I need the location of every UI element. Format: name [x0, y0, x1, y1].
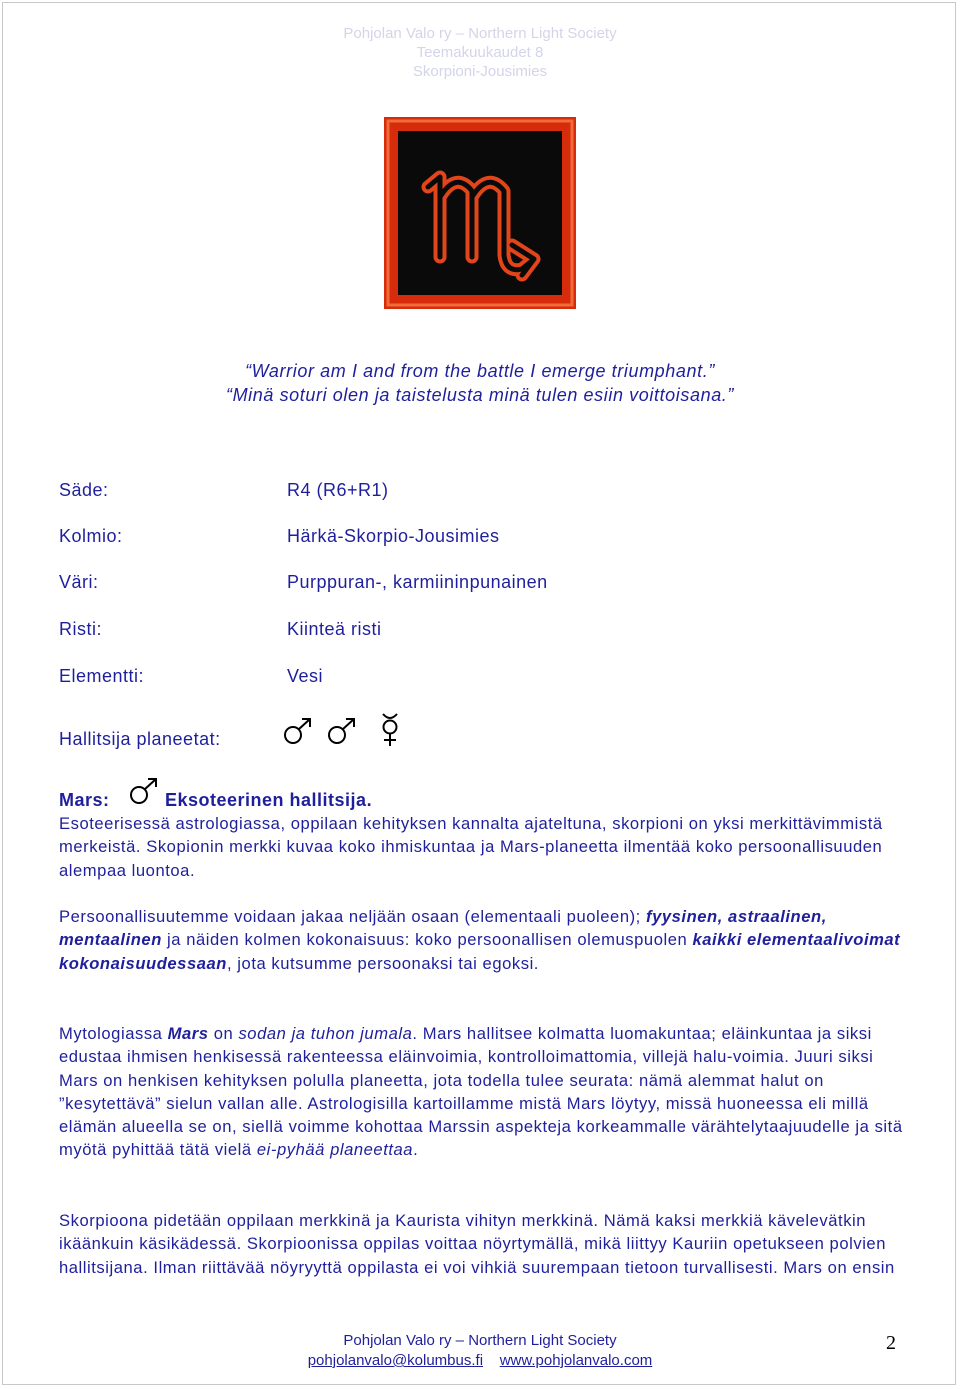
attribute-value-cross: Kiinteä risti [287, 619, 382, 639]
attribute-label-triangle: Kolmio: [59, 526, 123, 546]
p3-text-c: on [208, 1024, 239, 1043]
ruling-planets-label: Hallitsija planeetat: [59, 729, 221, 749]
footer-website-link[interactable]: www.pohjolanvalo.com [499, 1352, 653, 1369]
p3-text-g: . [413, 1140, 419, 1160]
p3-emphasis-god: sodan ja tuhon jumala [238, 1024, 413, 1043]
attribute-value-triangle: Härkä-Skorpio-Jousimies [287, 526, 500, 546]
p3-text-a: Mytologiassa [59, 1024, 168, 1043]
p2-text-a: Persoonallisuutemme voidaan jakaa neljään osaan (elementaali puoleen); [59, 907, 646, 926]
mythology-paragraph [59, 1022, 909, 1162]
p3-emphasis-mars: Mars [167, 1024, 209, 1043]
attribute-label-element: Elementti: [59, 666, 145, 686]
mars-symbol-icon [282, 716, 314, 746]
attribute-value-element: Vesi [287, 666, 324, 686]
quote-english: “Warrior am I and from the battle I emerge triumphant.” [245, 361, 715, 381]
attribute-label-cross: Risti: [59, 619, 102, 639]
footer-email-link[interactable]: pohjolanvalo@kolumbus.fi [307, 1352, 484, 1369]
scorpio-glyph-icon [384, 117, 576, 309]
p3-text-e: . Mars hallitsee kolmatta luomakuntaa; eläinkuntaa ja siksi edustaa ihmisen henkisessä rakenteessa eläinvoimia, kontrolloimattomia, villejä halu-voimia. Juuri siksi Mars on henkisen kehityksen polulla planeetta, jota todella tulee seurata: nämä alemmat halut on ”kesytettävä” sielun vallan alle. Astrologisilla kartoillamme mistä Mars löytyy, missä huoneessa eli millä elämän alueella se on, siellä voimme kohottaa Marssin aspekteja korkeammalle värähtelytaajuudelle ja sitä myötä pyhittää tätä vielä [59, 1024, 903, 1160]
personality-paragraph [59, 905, 909, 975]
header-topic: Skorpioni-Jousimies [412, 63, 548, 80]
p2-emphasis-forces: kaikki elementaalivoimat kokonaisuudessaan [59, 930, 901, 973]
header-org: Pohjolan Valo ry – Northern Light Society [343, 25, 617, 42]
mars-label: Mars: [59, 790, 110, 810]
p3-emphasis-planet: ei-pyhää planeettaa [256, 1140, 414, 1160]
p2-text-e: , jota kutsumme persoonaksi tai egoksi. [226, 953, 539, 973]
mars-heading: Eksoteerinen hallitsija. [165, 790, 373, 810]
p2-text-c: ja näiden kolmen kokonaisuus: koko persoonallisen olemuspuolen [161, 930, 693, 950]
mars-paragraph: Esoteerisessä astrologiassa, oppilaan kehityksen kannalta ajateltuna, skorpioni on yksi merkittävimmistä merkeistä. Skopionin merkki kuvaa koko ihmiskuntaa ja Mars-planeetta ilmentää koko persoonallisuuden alempaa luontoa. [59, 814, 883, 880]
attribute-label-color: Väri: [59, 572, 99, 592]
attribute-value-ray: R4 (R6+R1) [287, 480, 389, 500]
header-series: Teemakuukaudet 8 [416, 44, 544, 61]
attribute-label-ray: Säde: [59, 480, 109, 500]
scorpio-paragraph: Skorpioona pidetään oppilaan merkkinä ja Kaurista vihityn merkkinä. Nämä kaksi merkkiä kävelevätkin ikäänkuin käsikädessä. Skorpioonissa oppilas voittaa nöyrtymällä, mikä liittyy Kauriin opetukseen polvien hallitsijana. Ilman riittävää nöyryyttä oppilasta ei voi vihkiä suurempaan tietoon turvallisesti. Mars on ensin [59, 1211, 895, 1277]
mars-symbol-icon [128, 776, 160, 806]
mercury-symbol-icon [378, 712, 402, 748]
mars-symbol-icon [326, 716, 358, 746]
attribute-value-color: Purppuran-, karmiininpunainen [287, 572, 548, 592]
footer-org: Pohjolan Valo ry – Northern Light Society [343, 1332, 617, 1349]
page-number: 2 [886, 1332, 896, 1354]
quote-finnish: “Minä soturi olen ja taistelusta minä tulen esiin voittoisana.” [225, 385, 735, 405]
p2-emphasis-bodies: fyysinen, astraalinen, mentaalinen [59, 907, 827, 950]
footer-links [0, 1352, 960, 1369]
